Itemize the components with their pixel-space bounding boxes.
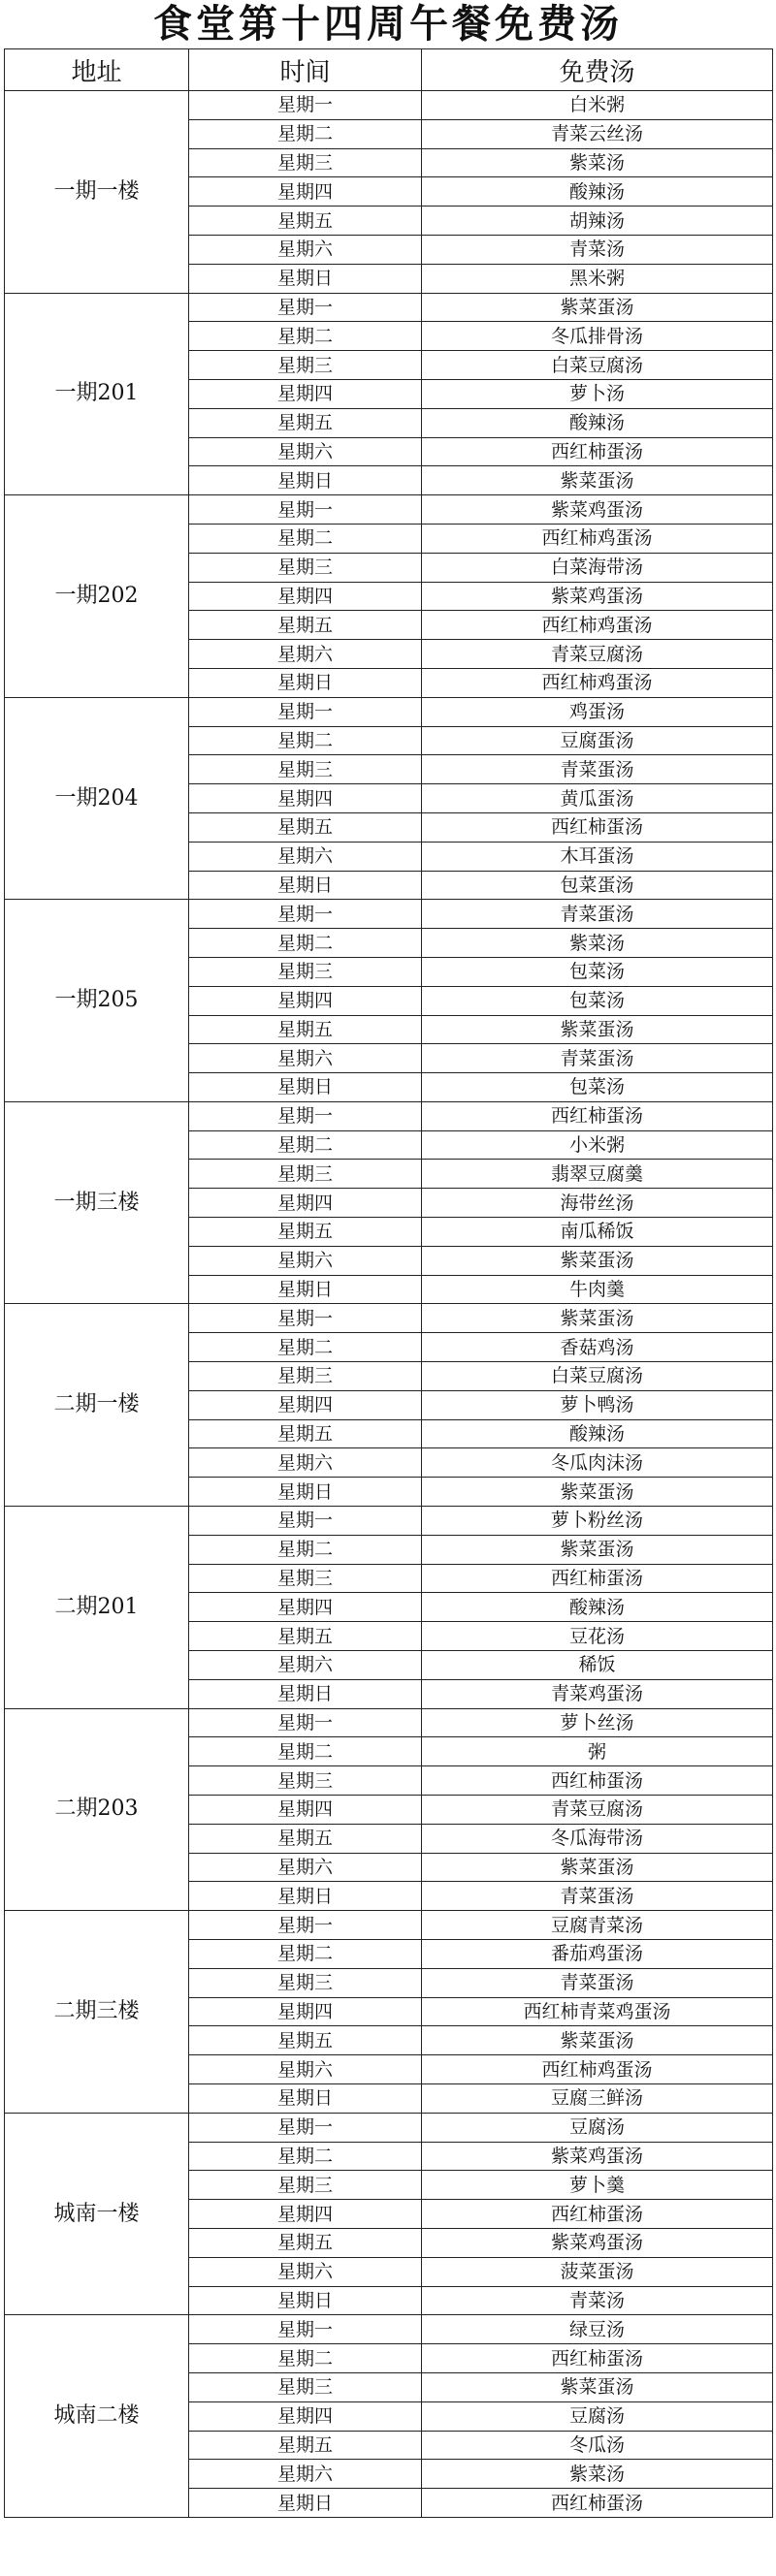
day-cell: 星期一 <box>189 1708 422 1737</box>
day-cell: 星期五 <box>189 1824 422 1853</box>
soup-cell: 黑米粥 <box>422 264 773 293</box>
day-cell: 星期二 <box>189 1130 422 1160</box>
day-cell: 星期六 <box>189 2460 422 2489</box>
page-title: 食堂第十四周午餐免费汤 <box>153 1 623 47</box>
soup-cell: 萝卜丝汤 <box>422 1708 773 1737</box>
soup-cell: 包菜蛋汤 <box>422 871 773 900</box>
day-cell: 星期日 <box>189 1478 422 1507</box>
soup-cell: 西红柿蛋汤 <box>422 2200 773 2229</box>
address-cell: 城南一楼 <box>5 2113 189 2315</box>
day-cell: 星期六 <box>189 1044 422 1073</box>
soup-cell: 青菜豆腐汤 <box>422 640 773 669</box>
soup-cell: 豆腐蛋汤 <box>422 726 773 755</box>
day-cell: 星期三 <box>189 1968 422 1997</box>
day-cell: 星期一 <box>189 91 422 120</box>
day-cell: 星期三 <box>189 553 422 582</box>
day-cell: 星期六 <box>189 2257 422 2286</box>
day-cell: 星期四 <box>189 986 422 1015</box>
soup-cell: 青菜鸡蛋汤 <box>422 1679 773 1708</box>
day-cell: 星期五 <box>189 1622 422 1651</box>
day-cell: 星期三 <box>189 351 422 380</box>
table-row <box>5 1708 773 1737</box>
day-cell: 星期六 <box>189 1651 422 1680</box>
table-row <box>5 91 773 120</box>
day-cell: 星期日 <box>189 2286 422 2315</box>
day-cell: 星期五 <box>189 2026 422 2055</box>
soup-cell: 青菜蛋汤 <box>422 1968 773 1997</box>
table-row <box>5 1304 773 1333</box>
soup-cell: 萝卜粉丝汤 <box>422 1507 773 1536</box>
day-cell: 星期一 <box>189 900 422 929</box>
soup-schedule-table <box>4 48 773 2518</box>
day-cell: 星期一 <box>189 495 422 525</box>
day-cell: 星期五 <box>189 1015 422 1044</box>
soup-cell: 西红柿青菜鸡蛋汤 <box>422 1997 773 2026</box>
day-cell: 星期六 <box>189 1246 422 1275</box>
soup-cell: 香菇鸡汤 <box>422 1333 773 1362</box>
soup-cell: 白菜豆腐汤 <box>422 1362 773 1391</box>
soup-cell: 紫菜蛋汤 <box>422 1246 773 1275</box>
soup-cell: 西红柿鸡蛋汤 <box>422 2055 773 2084</box>
address-cell: 城南二楼 <box>5 2315 189 2518</box>
day-cell: 星期六 <box>189 437 422 466</box>
table-row <box>5 293 773 322</box>
soup-cell: 紫菜汤 <box>422 148 773 177</box>
soup-cell: 南瓜稀饭 <box>422 1218 773 1247</box>
soup-cell: 青菜云丝汤 <box>422 119 773 148</box>
day-cell: 星期三 <box>189 755 422 784</box>
header-row <box>5 49 773 91</box>
day-cell: 星期二 <box>189 119 422 148</box>
soup-cell: 西红柿鸡蛋汤 <box>422 524 773 553</box>
day-cell: 星期一 <box>189 1101 422 1130</box>
table-row <box>5 495 773 525</box>
soup-cell: 青菜蛋汤 <box>422 1882 773 1911</box>
soup-cell: 紫菜鸡蛋汤 <box>422 2228 773 2257</box>
day-cell: 星期五 <box>189 408 422 437</box>
soup-cell: 番茄鸡蛋汤 <box>422 1940 773 1969</box>
address-cell: 二期203 <box>5 1708 189 1911</box>
soup-cell: 粥 <box>422 1737 773 1766</box>
soup-cell: 紫菜鸡蛋汤 <box>422 582 773 611</box>
soup-cell: 青菜汤 <box>422 235 773 264</box>
soup-cell: 胡辣汤 <box>422 207 773 236</box>
soup-cell: 豆腐三鲜汤 <box>422 2083 773 2113</box>
soup-cell: 黄瓜蛋汤 <box>422 784 773 813</box>
day-cell: 星期三 <box>189 148 422 177</box>
day-cell: 星期四 <box>189 1390 422 1419</box>
soup-cell: 鸡蛋汤 <box>422 697 773 726</box>
day-cell: 星期二 <box>189 322 422 351</box>
day-cell: 星期日 <box>189 264 422 293</box>
day-cell: 星期日 <box>189 466 422 495</box>
soup-cell: 西红柿蛋汤 <box>422 1101 773 1130</box>
soup-cell: 豆腐汤 <box>422 2401 773 2431</box>
soup-cell: 白米粥 <box>422 91 773 120</box>
soup-cell: 西红柿蛋汤 <box>422 812 773 842</box>
soup-cell: 紫菜蛋汤 <box>422 1478 773 1507</box>
day-cell: 星期四 <box>189 2200 422 2229</box>
soup-cell: 木耳蛋汤 <box>422 842 773 871</box>
day-cell: 星期六 <box>189 842 422 871</box>
soup-cell: 豆花汤 <box>422 1622 773 1651</box>
day-cell: 星期二 <box>189 929 422 958</box>
day-cell: 星期日 <box>189 2083 422 2113</box>
day-cell: 星期一 <box>189 1304 422 1333</box>
day-cell: 星期五 <box>189 611 422 640</box>
day-cell: 星期三 <box>189 957 422 986</box>
day-cell: 星期六 <box>189 2055 422 2084</box>
table-body <box>5 91 773 2518</box>
soup-cell: 菠菜蛋汤 <box>422 2257 773 2286</box>
soup-cell: 豆腐汤 <box>422 2113 773 2142</box>
day-cell: 星期五 <box>189 1218 422 1247</box>
soup-cell: 紫菜蛋汤 <box>422 1015 773 1044</box>
soup-cell: 青菜蛋汤 <box>422 755 773 784</box>
soup-cell: 西红柿蛋汤 <box>422 2489 773 2518</box>
day-cell: 星期四 <box>189 1997 422 2026</box>
day-cell: 星期四 <box>189 379 422 408</box>
soup-cell: 紫菜蛋汤 <box>422 2026 773 2055</box>
soup-cell: 紫菜汤 <box>422 929 773 958</box>
day-cell: 星期日 <box>189 1275 422 1304</box>
soup-cell: 西红柿蛋汤 <box>422 437 773 466</box>
day-cell: 星期四 <box>189 1593 422 1622</box>
address-cell: 二期201 <box>5 1507 189 1709</box>
day-cell: 星期二 <box>189 524 422 553</box>
soup-cell: 紫菜蛋汤 <box>422 466 773 495</box>
table-row <box>5 2113 773 2142</box>
day-cell: 星期三 <box>189 1766 422 1796</box>
soup-cell: 西红柿蛋汤 <box>422 1766 773 1796</box>
day-cell: 星期四 <box>189 177 422 207</box>
address-cell: 二期一楼 <box>5 1304 189 1507</box>
table-row <box>5 1911 773 1940</box>
day-cell: 星期四 <box>189 784 422 813</box>
day-cell: 星期一 <box>189 697 422 726</box>
column-header-time: 时间 <box>189 49 422 91</box>
day-cell: 星期二 <box>189 1333 422 1362</box>
soup-cell: 紫菜蛋汤 <box>422 1853 773 1882</box>
day-cell: 星期二 <box>189 2344 422 2373</box>
soup-cell: 萝卜鸭汤 <box>422 1390 773 1419</box>
table-row <box>5 2315 773 2344</box>
day-cell: 星期三 <box>189 2171 422 2200</box>
day-cell: 星期六 <box>189 1448 422 1478</box>
address-cell: 一期202 <box>5 495 189 698</box>
soup-cell: 冬瓜海带汤 <box>422 1824 773 1853</box>
day-cell: 星期五 <box>189 1419 422 1448</box>
day-cell: 星期二 <box>189 1737 422 1766</box>
soup-cell: 酸辣汤 <box>422 1593 773 1622</box>
day-cell: 星期日 <box>189 2489 422 2518</box>
soup-cell: 冬瓜肉沫汤 <box>422 1448 773 1478</box>
table-row <box>5 900 773 929</box>
soup-cell: 翡翠豆腐羹 <box>422 1160 773 1189</box>
column-header-address: 地址 <box>5 49 189 91</box>
soup-cell: 西红柿蛋汤 <box>422 2344 773 2373</box>
address-cell: 一期一楼 <box>5 91 189 294</box>
address-cell: 一期205 <box>5 900 189 1102</box>
day-cell: 星期二 <box>189 1940 422 1969</box>
table-row <box>5 1507 773 1536</box>
day-cell: 星期二 <box>189 2142 422 2171</box>
table-row <box>5 1101 773 1130</box>
soup-cell: 海带丝汤 <box>422 1189 773 1218</box>
day-cell: 星期一 <box>189 1507 422 1536</box>
soup-cell: 白菜豆腐汤 <box>422 351 773 380</box>
day-cell: 星期日 <box>189 1679 422 1708</box>
day-cell: 星期六 <box>189 235 422 264</box>
address-cell: 一期204 <box>5 697 189 900</box>
soup-cell: 绿豆汤 <box>422 2315 773 2344</box>
soup-cell: 白菜海带汤 <box>422 553 773 582</box>
soup-cell: 青菜汤 <box>422 2286 773 2315</box>
soup-cell: 酸辣汤 <box>422 177 773 207</box>
soup-cell: 紫菜蛋汤 <box>422 1304 773 1333</box>
day-cell: 星期五 <box>189 2431 422 2460</box>
day-cell: 星期一 <box>189 293 422 322</box>
day-cell: 星期二 <box>189 1535 422 1564</box>
day-cell: 星期日 <box>189 871 422 900</box>
soup-cell: 牛肉羹 <box>422 1275 773 1304</box>
soup-cell: 萝卜汤 <box>422 379 773 408</box>
soup-cell: 青菜蛋汤 <box>422 1044 773 1073</box>
day-cell: 星期三 <box>189 1564 422 1593</box>
day-cell: 星期三 <box>189 2372 422 2401</box>
day-cell: 星期四 <box>189 1796 422 1825</box>
day-cell: 星期四 <box>189 1189 422 1218</box>
soup-cell: 青菜豆腐汤 <box>422 1796 773 1825</box>
table-row <box>5 697 773 726</box>
soup-cell: 西红柿鸡蛋汤 <box>422 668 773 697</box>
soup-cell: 紫菜蛋汤 <box>422 2372 773 2401</box>
day-cell: 星期五 <box>189 207 422 236</box>
day-cell: 星期日 <box>189 1073 422 1102</box>
day-cell: 星期六 <box>189 1853 422 1882</box>
soup-cell: 冬瓜排骨汤 <box>422 322 773 351</box>
day-cell: 星期五 <box>189 812 422 842</box>
day-cell: 星期四 <box>189 2401 422 2431</box>
soup-cell: 小米粥 <box>422 1130 773 1160</box>
soup-cell: 萝卜羹 <box>422 2171 773 2200</box>
soup-cell: 包菜汤 <box>422 1073 773 1102</box>
address-cell: 一期三楼 <box>5 1101 189 1304</box>
soup-cell: 西红柿鸡蛋汤 <box>422 611 773 640</box>
day-cell: 星期一 <box>189 1911 422 1940</box>
day-cell: 星期六 <box>189 640 422 669</box>
soup-cell: 紫菜蛋汤 <box>422 1535 773 1564</box>
soup-cell: 豆腐青菜汤 <box>422 1911 773 1940</box>
soup-cell: 西红柿蛋汤 <box>422 1564 773 1593</box>
soup-cell: 包菜汤 <box>422 957 773 986</box>
address-cell: 一期201 <box>5 293 189 495</box>
day-cell: 星期一 <box>189 2113 422 2142</box>
soup-cell: 稀饭 <box>422 1651 773 1680</box>
soup-cell: 青菜蛋汤 <box>422 900 773 929</box>
day-cell: 星期日 <box>189 668 422 697</box>
soup-cell: 酸辣汤 <box>422 408 773 437</box>
soup-cell: 紫菜蛋汤 <box>422 293 773 322</box>
column-header-soup: 免费汤 <box>422 49 773 91</box>
day-cell: 星期三 <box>189 1160 422 1189</box>
soup-cell: 紫菜汤 <box>422 2460 773 2489</box>
soup-cell: 酸辣汤 <box>422 1419 773 1448</box>
day-cell: 星期一 <box>189 2315 422 2344</box>
soup-cell: 紫菜鸡蛋汤 <box>422 495 773 525</box>
day-cell: 星期二 <box>189 726 422 755</box>
soup-cell: 紫菜鸡蛋汤 <box>422 2142 773 2171</box>
address-cell: 二期三楼 <box>5 1911 189 2114</box>
day-cell: 星期日 <box>189 1882 422 1911</box>
soup-cell: 包菜汤 <box>422 986 773 1015</box>
day-cell: 星期五 <box>189 2228 422 2257</box>
soup-cell: 冬瓜汤 <box>422 2431 773 2460</box>
day-cell: 星期三 <box>189 1362 422 1391</box>
day-cell: 星期四 <box>189 582 422 611</box>
